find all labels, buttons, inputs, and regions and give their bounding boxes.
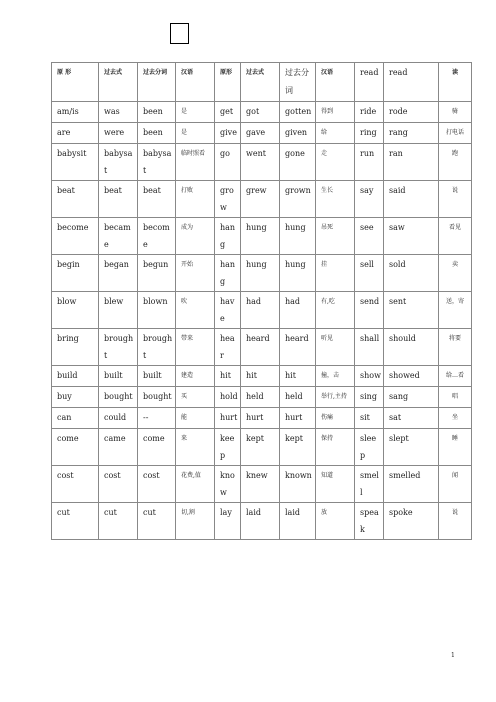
table-cell: laid (241, 503, 280, 540)
table-cell: 吹 (176, 292, 215, 329)
table-cell: went (241, 144, 280, 181)
table-cell: hung (280, 218, 316, 255)
table-cell: 成为 (176, 218, 215, 255)
table-cell: bought (99, 387, 138, 408)
table-cell: keep (215, 429, 241, 466)
table-cell: speak (355, 503, 384, 540)
header-cell: 汉语 (176, 63, 215, 102)
verb-table (51, 62, 472, 540)
table-cell: 放 (316, 503, 355, 540)
table-cell: hang (215, 255, 241, 292)
table-cell: saw (384, 218, 439, 255)
table-cell: 开始 (176, 255, 215, 292)
table-cell: said (384, 181, 439, 218)
table-cell: 撞，击 (316, 366, 355, 387)
table-cell: 举行,主持 (316, 387, 355, 408)
page-number: 1 (451, 652, 455, 659)
table-cell: built (138, 366, 176, 387)
table-cell: 闻 (439, 466, 472, 503)
table-cell: buy (52, 387, 99, 408)
header-cell: 原形 (215, 63, 241, 102)
table-cell: build (52, 366, 99, 387)
table-row (52, 429, 472, 466)
table-cell: 看见 (439, 218, 472, 255)
table-cell: came (99, 429, 138, 466)
table-cell: -- (138, 408, 176, 429)
table-cell: 吊死 (316, 218, 355, 255)
table-cell: 有,吃 (316, 292, 355, 329)
table-cell: hang (215, 218, 241, 255)
table-cell: kept (280, 429, 316, 466)
header-cell: read (384, 63, 439, 102)
table-row (52, 466, 472, 503)
table-row (52, 387, 472, 408)
table-cell: 给 (316, 123, 355, 144)
table-cell: been (138, 123, 176, 144)
table-cell: lay (215, 503, 241, 540)
table-cell: brought (138, 329, 176, 366)
table-cell: babysat (99, 144, 138, 181)
table-cell: hung (280, 255, 316, 292)
table-cell: blown (138, 292, 176, 329)
table-cell: 生长 (316, 181, 355, 218)
table-cell: held (280, 387, 316, 408)
table-cell: begun (138, 255, 176, 292)
table-cell: can (52, 408, 99, 429)
table-cell: 花费,值 (176, 466, 215, 503)
table-cell: show (355, 366, 384, 387)
table-cell: 切,割 (176, 503, 215, 540)
table-cell: 得到 (316, 102, 355, 123)
table-cell: cut (52, 503, 99, 540)
table-cell: 打电话 (439, 123, 472, 144)
table-cell: sold (384, 255, 439, 292)
table-cell: 将要 (439, 329, 472, 366)
table-cell: am/is (52, 102, 99, 123)
table-cell: hung (241, 218, 280, 255)
table-cell: hurt (280, 408, 316, 429)
table-cell: cost (99, 466, 138, 503)
table-cell: know (215, 466, 241, 503)
table-cell: 走 (316, 144, 355, 181)
table-cell: ring (355, 123, 384, 144)
table-cell: give (215, 123, 241, 144)
header-cell: 过去分词 (280, 63, 316, 102)
table-cell: 坐 (439, 408, 472, 429)
table-cell: hit (241, 366, 280, 387)
table-cell: 建造 (176, 366, 215, 387)
table-cell: smelled (384, 466, 439, 503)
header-cell: 过去分词 (138, 63, 176, 102)
table-cell: 给…看 (439, 366, 472, 387)
table-cell: begin (52, 255, 99, 292)
table-cell: blow (52, 292, 99, 329)
table-cell: bought (138, 387, 176, 408)
table-cell: 伤痛 (316, 408, 355, 429)
table-cell: see (355, 218, 384, 255)
table-cell: could (99, 408, 138, 429)
header-cell: 过去式 (99, 63, 138, 102)
table-cell: knew (241, 466, 280, 503)
table-cell: grew (241, 181, 280, 218)
table-cell: beat (99, 181, 138, 218)
table-cell: shall (355, 329, 384, 366)
table-cell: began (99, 255, 138, 292)
table-cell: get (215, 102, 241, 123)
table-cell: cut (138, 503, 176, 540)
table-cell: hit (280, 366, 316, 387)
table-cell: hold (215, 387, 241, 408)
table-cell: grow (215, 181, 241, 218)
table-cell: beat (52, 181, 99, 218)
table-cell: cost (52, 466, 99, 503)
table-cell: send (355, 292, 384, 329)
table-cell: gave (241, 123, 280, 144)
header-row (52, 63, 472, 102)
table-cell: 送，寄 (439, 292, 472, 329)
table-cell: have (215, 292, 241, 329)
table-cell: 带来 (176, 329, 215, 366)
table-cell: babysit (52, 144, 99, 181)
table-cell: laid (280, 503, 316, 540)
table-cell: 睡 (439, 429, 472, 466)
table-cell: sing (355, 387, 384, 408)
table-cell: hung (241, 255, 280, 292)
table-cell: sat (384, 408, 439, 429)
table-cell: 临时照看 (176, 144, 215, 181)
table-row (52, 255, 472, 292)
table-cell: sleep (355, 429, 384, 466)
table-cell: 来 (176, 429, 215, 466)
table-cell: 是 (176, 102, 215, 123)
table-row (52, 218, 472, 255)
table-cell: ride (355, 102, 384, 123)
top-square-box (170, 23, 189, 44)
table-cell: run (355, 144, 384, 181)
table-cell: known (280, 466, 316, 503)
table-cell: become (52, 218, 99, 255)
table-cell: hurt (215, 408, 241, 429)
header-cell: 原 形 (52, 63, 99, 102)
table-cell: cost (138, 466, 176, 503)
table-cell: are (52, 123, 99, 144)
table-row (52, 408, 472, 429)
table-cell: hurt (241, 408, 280, 429)
table-cell: say (355, 181, 384, 218)
table-cell: should (384, 329, 439, 366)
table-cell: had (241, 292, 280, 329)
table-cell: slept (384, 429, 439, 466)
table-cell: 挂 (316, 255, 355, 292)
table-cell: 是 (176, 123, 215, 144)
table-cell: rang (384, 123, 439, 144)
table-cell: hit (215, 366, 241, 387)
table-cell: ran (384, 144, 439, 181)
table-cell: showed (384, 366, 439, 387)
table-cell: go (215, 144, 241, 181)
table-cell: heard (241, 329, 280, 366)
table-cell: come (52, 429, 99, 466)
header-cell: 读 (439, 63, 472, 102)
table-cell: come (138, 429, 176, 466)
table-row (52, 292, 472, 329)
table-row (52, 181, 472, 218)
table-cell: 卖 (439, 255, 472, 292)
table-cell: 知道 (316, 466, 355, 503)
table-cell: gotten (280, 102, 316, 123)
table-cell: held (241, 387, 280, 408)
header-cell: 过去式 (241, 63, 280, 102)
table-cell: were (99, 123, 138, 144)
table-cell: built (99, 366, 138, 387)
table-cell: hear (215, 329, 241, 366)
table-cell: been (138, 102, 176, 123)
table-cell: given (280, 123, 316, 144)
table-cell: 听见 (316, 329, 355, 366)
table-cell: sell (355, 255, 384, 292)
table-cell: became (99, 218, 138, 255)
table-cell: gone (280, 144, 316, 181)
table-row (52, 329, 472, 366)
table-cell: 说 (439, 503, 472, 540)
table-cell: 能 (176, 408, 215, 429)
table-cell: had (280, 292, 316, 329)
table-cell: spoke (384, 503, 439, 540)
table-cell: heard (280, 329, 316, 366)
table-cell: become (138, 218, 176, 255)
table-cell: kept (241, 429, 280, 466)
table-cell: 打败 (176, 181, 215, 218)
table-cell: 唱 (439, 387, 472, 408)
table-cell: 买 (176, 387, 215, 408)
table-cell: bring (52, 329, 99, 366)
table-cell: sang (384, 387, 439, 408)
table-cell: was (99, 102, 138, 123)
table-cell: sit (355, 408, 384, 429)
table-row (52, 503, 472, 540)
table-row (52, 366, 472, 387)
table-cell: brought (99, 329, 138, 366)
table-cell: babysat (138, 144, 176, 181)
table-cell: smell (355, 466, 384, 503)
table-row (52, 102, 472, 123)
table-cell: rode (384, 102, 439, 123)
table-cell: beat (138, 181, 176, 218)
table-cell: 说 (439, 181, 472, 218)
table-cell: 保持 (316, 429, 355, 466)
table-row (52, 123, 472, 144)
table-cell: grown (280, 181, 316, 218)
header-cell: 汉语 (316, 63, 355, 102)
header-cell: read (355, 63, 384, 102)
table-cell: got (241, 102, 280, 123)
table-cell: 跑 (439, 144, 472, 181)
table-cell: 骑 (439, 102, 472, 123)
table-row (52, 144, 472, 181)
table-cell: cut (99, 503, 138, 540)
table-cell: sent (384, 292, 439, 329)
table-cell: blew (99, 292, 138, 329)
